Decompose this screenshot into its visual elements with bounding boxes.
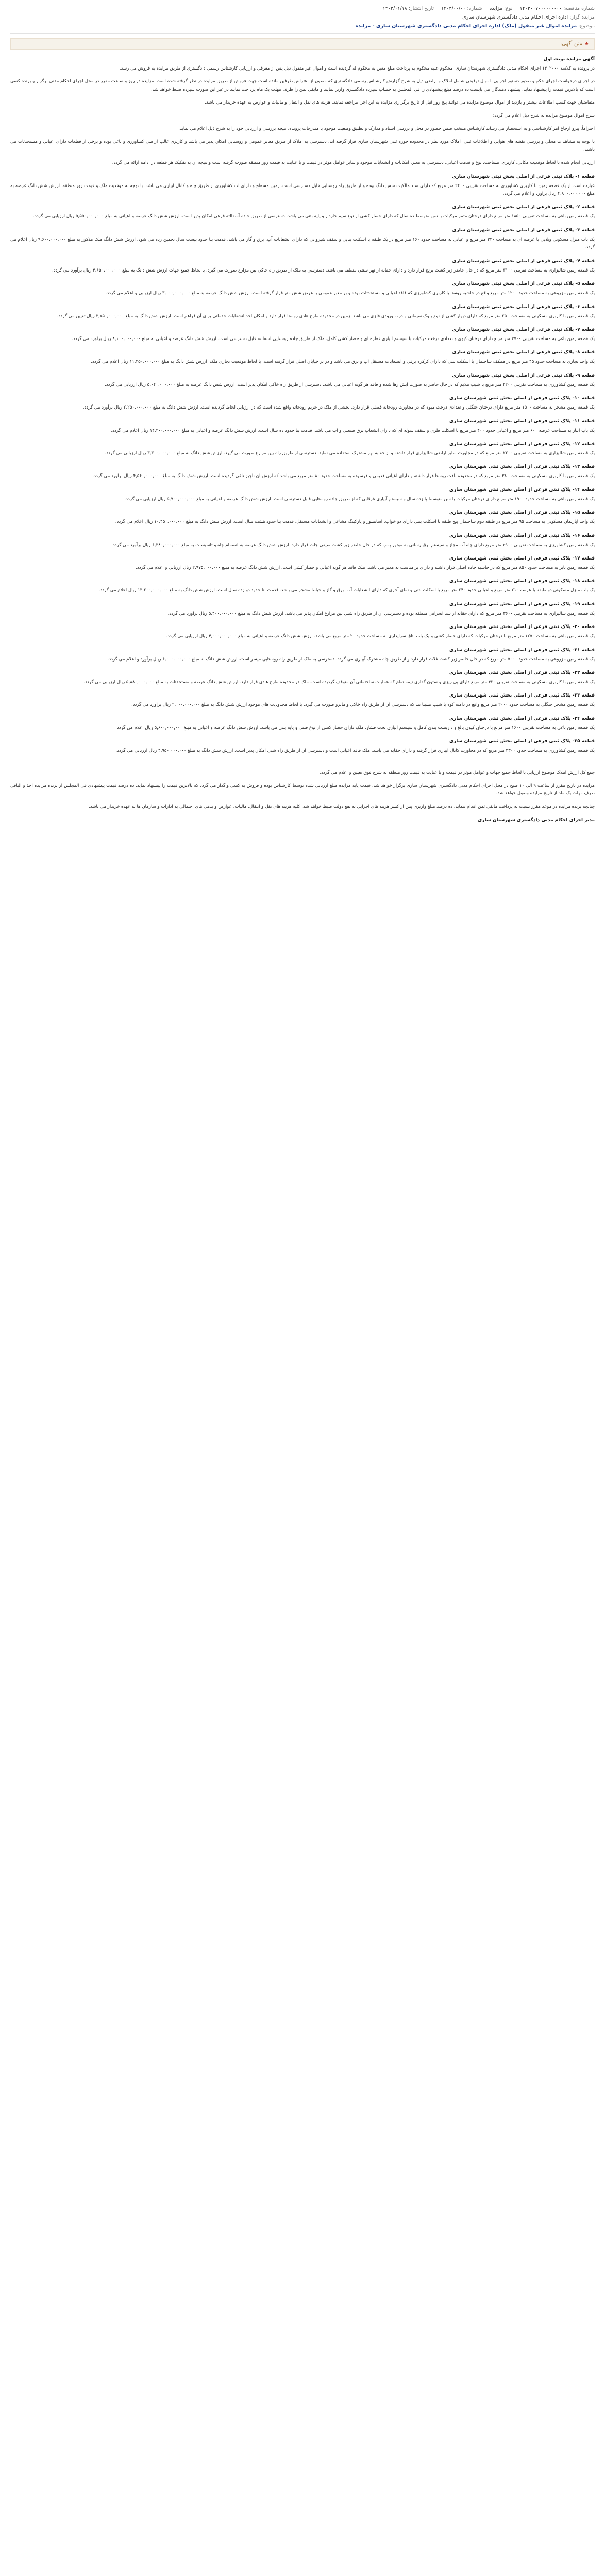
property-items — [10, 173, 595, 755]
property-item-text: یک قطعه زمین مشجر جنگلی به مساحت حدود ۲۰۰۰ متر مربع واقع در دامنه کوه با شیب نسبتا تند که دسترسی آن از طریق راه خاکی و مالرو صورت می گیرد. با لحاظ محدودیت های موجود ارزش شش دانگ به مبلغ ۲,۰۰۰,۰۰۰,۰۰۰ ریال برآورد می گردد. — [131, 702, 595, 708]
property-item-text: یک قطعه زمین مشجر به مساحت ۱۵۰۰ متر مربع دارای درختان جنگلی و تعدادی درخت میوه که در مجاورت رودخانه فصلی قرار دارد. بخشی از ملک در حریم رودخانه واقع شده است که در ارزیابی لحاظ گردیده است. ارزش شش دانگ به مبلغ ۲,۲۵۰,۰۰۰,۰۰۰ ریال برآورد می گردد. — [82, 405, 595, 411]
property-item — [10, 600, 595, 618]
meta-row — [10, 4, 595, 13]
property-item — [10, 509, 595, 526]
property-item — [10, 463, 595, 480]
paragraph: جمع کل ارزش املاک موضوع ارزیابی با لحاظ جمیع جهات و عوامل موثر در قیمت و با عنایت به قیمت روز منطقه به شرح فوق تعیین و اعلام می گردد. — [320, 770, 595, 775]
property-item-text: یک قطعه زمین باغی به مساحت تقریبی ۲۷۰۰ متر مربع دارای درختان کیوی و تعدادی درخت مرکبات با سیستم آبیاری قطره ای و حصار کشی کامل. ملک از طریق جاده روستایی آسفالته قابل دسترسی است. ارزش شش دانگ عرصه و اعیانی به مبلغ ۸,۱۰۰,۰۰۰,۰۰۰ ریال برآورد می گردد. — [72, 336, 595, 342]
property-item-text: یک واحد تجاری به مساحت حدود ۴۵ متر مربع در همکف ساختمان با اسکلت بتنی که دارای کرکره برقی و انشعابات مستقل آب و برق می باشد و در بر خیابان اصلی قرار گرفته است. با لحاظ موقعیت تجاری ملک، ارزش شش دانگ به مبلغ ۱۱,۲۵۰,۰۰۰,۰۰۰ ریال اعلام می گردد. — [91, 359, 595, 365]
property-item-text: یک قطعه زمین با کاربری مسکونی به مساحت ۲۵۰ متر مربع که دارای دیوار کشی از نوع بلوک سیمانی و درب ورودی فلزی می باشد. زمین در محدوده طرح هادی روستا قرار دارد و امکان اخذ انشعابات خدماتی برای آن فراهم است. ارزش شش دانگ به مبلغ ۳,۷۵۰,۰۰۰,۰۰۰ ریال تعیین می گردد. — [57, 313, 595, 319]
property-item-text: یک قطعه زمین با کاربری مسکونی به مساحت ۳۸۰ متر مربع که در محدوده بافت روستا قرار داشته و دارای اعیانی قدیمی و فرسوده به مساحت حدود ۸۰ متر مربع می باشد که ارزش آن ناچیز تلقی گردیده است. ارزش شش دانگ به مبلغ ۴,۵۶۰,۰۰۰,۰۰۰ ریال برآورد می گردد. — [92, 473, 595, 479]
property-item-title: قطعه ۸- پلاک ثبتی فرعی از اصلی بخش ثبتی شهرستان ساری — [452, 350, 595, 355]
expert-report — [10, 125, 595, 167]
property-item-title: قطعه ۳- پلاک ثبتی فرعی از اصلی بخش ثبتی شهرستان ساری — [452, 227, 595, 233]
meta-field: تاریخ انتشار: ۱۴۰۳/۰۱/۱۸ — [382, 6, 434, 11]
property-item-title: قطعه ۲- پلاک ثبتی فرعی از اصلی بخش ثبتی شهرستان ساری — [452, 205, 595, 210]
meta-field: نوع: مزایده — [489, 6, 513, 11]
property-item-title: قطعه ۱۶- پلاک ثبتی فرعی از اصلی بخش ثبتی شهرستان ساری — [449, 533, 595, 538]
property-item — [10, 348, 595, 366]
property-item-text: یک قطعه زمین باغی به مساحت ۱۲۵۰ متر مربع با درختان مرکبات که دارای حصار کشی و یک باب اتاق سرایداری به مساحت حدود ۲۰ متر مربع می باشد. ارزش شش دانگ عرصه و اعیانی به مبلغ ۴,۰۰۰,۰۰۰,۰۰۰ ریال ارزیابی می گردد. — [166, 634, 595, 639]
property-item-text: یک قطعه زمین بایر به مساحت حدود ۸۵۰ متر مربع که در حاشیه جاده اصلی قرار داشته و دارای بر مناسب به معبر می باشد. ملک فاقد هر گونه اعیانی و حصار کشی است. ارزش شش دانگ عرصه به مبلغ ۲,۹۷۵,۰۰۰,۰۰۰ ریال ارزیابی و اعلام می گردد. — [136, 565, 595, 570]
property-item-title: قطعه ۷- پلاک ثبتی فرعی از اصلی بخش ثبتی شهرستان ساری — [452, 327, 595, 332]
property-item-title: قطعه ۱۲- پلاک ثبتی فرعی از اصلی بخش ثبتی شهرستان ساری — [449, 441, 595, 447]
paragraph: شرح اموال موضوع مزایده به شرح ذیل اعلام می گردد: — [493, 113, 595, 118]
property-item-title: قطعه ۱۵- پلاک ثبتی فرعی از اصلی بخش ثبتی شهرستان ساری — [449, 510, 595, 516]
signature: مدیر اجرای احکام مدنی دادگستری شهرستان ساری — [478, 818, 595, 823]
meta-field: موضوع: مزایده اموال غیر منقول (ملک) اداره اجرای احکام مدنی دادگستری شهرستان ساری - مزایده — [355, 23, 595, 29]
paragraph: چنانچه برنده مزایده در موعد مقرر نسبت به پرداخت مابقی ثمن اقدام ننماید، ده درصد مبلغ واریزی پس از کسر هزینه های اجرایی به نفع دولت ضبط خواهد شد. کلیه هزینه های نقل و انتقال، مالیات، عوارض و بدهی های احتمالی به ادارات و سازمان ها به عهده خریدار می باشد. — [89, 804, 595, 809]
paragraph: در پرونده به کلاسه ۱۴۰۲۰۰۰ اجرای احکام مدنی دادگستری شهرستان ساری، محکوم علیه محکوم به پرداخت مبلغ معین به محکوم له گردیده است و اموال غیر منقول ذیل پس از معرفی و ارزیابی کارشناس رسمی دادگستری از طریق مزایده به فروش می رسد. — [119, 66, 595, 71]
property-item-title: قطعه ۱۹- پلاک ثبتی فرعی از اصلی بخش ثبتی شهرستان ساری — [449, 601, 595, 607]
tender-subject[interactable]: مزایده اموال غیر منقول (ملک) اداره اجرای احکام مدنی دادگستری شهرستان ساری - مزایده — [355, 23, 577, 29]
property-item-text: یک قطعه زمین کشاورزی به مساحت تقریبی ۲۹۰۰ متر مربع دارای چاه آب مجاز و سیستم برق رسانی به موتور پمپ که در حال حاضر زیر کشت صیفی جات قرار دارد. ارزش شش دانگ عرصه به انضمام چاه و تاسیسات به مبلغ ۶,۳۸۰,۰۰۰,۰۰۰ ریال برآورد می گردد. — [111, 542, 595, 548]
property-item — [10, 623, 595, 640]
meta-field: مزایده گزار: اداره اجرای احکام مدنی دادگستری شهرستان ساری — [462, 14, 595, 20]
property-item — [10, 554, 595, 572]
property-item — [10, 303, 595, 320]
property-item-title: قطعه ۵- پلاک ثبتی فرعی از اصلی بخش ثبتی شهرستان ساری — [452, 281, 595, 287]
property-item-text: یک قطعه زمین مزروعی به مساحت حدود ۱۲۰۰ متر مربع واقع در حاشیه روستا با کاربری کشاورزی که فاقد اعیانی و مستحدثات بوده و بر معبر عمومی با عرض شش متر قرار گرفته است. ارزش شش دانگ عرصه به مبلغ ۳,۰۰۰,۰۰۰,۰۰۰ ریال ارزیابی و اعلام می گردد. — [105, 291, 595, 296]
property-item — [10, 226, 595, 252]
property-item-title: قطعه ۴- پلاک ثبتی فرعی از اصلی بخش ثبتی شهرستان ساری — [452, 258, 595, 264]
ad-heading: آگهی مزایده نوبت اول — [543, 57, 595, 62]
property-item-text: یک قطعه زمین کشاورزی به مساحت حدود ۳۳۰۰ متر مربع که در مجاورت کانال آبیاری قرار گرفته و دارای حقابه می باشد. ملک فاقد اعیانی است و دسترسی آن از طریق راه شنی امکان پذیر است. ارزش شش دانگ به مبلغ ۴,۹۵۰,۰۰۰,۰۰۰ ریال ارزیابی می گردد. — [115, 748, 595, 754]
paragraph: ارزیابی انجام شده با لحاظ موقعیت مکانی، کاربری، مساحت، نوع و قدمت اعیانی، دسترسی به معبر، امکانات و انشعابات موجود و سایر عوامل موثر در قیمت و با عنایت به قیمت روز منطقه صورت گرفته است و نتیجه آن به تفکیک هر قطعه در ادامه ارائه می گردد. — [112, 160, 595, 166]
property-item — [10, 417, 595, 435]
meta-field: شماره: ۱۴۰۳/۰۰/۰۰ — [441, 6, 482, 11]
notice-label: متن آگهی: — [560, 41, 583, 47]
meta-field: شماره مناقصه: ۱۴۰۳۰۰۷۰۰۰۰۰۰۰۰۰ — [519, 6, 595, 11]
property-item — [10, 669, 595, 686]
property-item — [10, 577, 595, 595]
property-item-text: یک واحد آپارتمان مسکونی به مساحت ۹۵ متر مربع در طبقه دوم ساختمان پنج طبقه با اسکلت بتنی دارای دو خواب، آسانسور و پارکینگ مشاعی و انشعابات مستقل. قدمت بنا حدود هشت سال است. ارزش شش دانگ به مبلغ ۱۰,۴۵۰,۰۰۰,۰۰۰ ریال اعلام می گردد. — [115, 519, 595, 525]
property-item — [10, 203, 595, 221]
intro-section — [10, 55, 595, 120]
property-item — [10, 173, 595, 198]
property-item-text: یک قطعه زمین مزروعی به مساحت حدود ۵۰۰۰ متر مربع که در حال حاضر زیر کشت غلات قرار دارد و از طریق چاه مشترک آبیاری می گردد. دسترسی به ملک از طریق راه روستایی میسر است. ارزش شش دانگ به مبلغ ۶,۰۰۰,۰۰۰,۰۰۰ ریال برآورد و اعلام می گردد. — [107, 656, 595, 662]
property-item-text: یک قطعه زمین با کاربری مسکونی به مساحت تقریبی ۴۲۰ متر مربع دارای پی ریزی و ستون گذاری نیمه تمام که عملیات ساختمانی آن متوقف گردیده است. ملک در محدوده طرح هادی قرار دارد. ارزش شش دانگ عرصه و مستحدثات به مبلغ ۵,۸۸۰,۰۰۰,۰۰۰ ریال ارزیابی می گردد. — [83, 680, 595, 685]
closing-section — [10, 765, 595, 825]
property-item-title: قطعه ۱۳- پلاک ثبتی فرعی از اصلی بخش ثبتی شهرستان ساری — [449, 464, 595, 470]
property-item — [10, 257, 595, 275]
property-item — [10, 646, 595, 664]
property-item-text: یک باب منزل مسکونی دو طبقه با عرصه ۲۱۰ متر مربع و اعیانی حدود ۲۴۰ متر مربع با اسکلت بتنی و نمای آجری که دارای انشعابات آب، برق و گاز و حیاط مشجر می باشد. قدمت بنا حدود دوازده سال است. ارزش شش دانگ به مبلغ ۱۳,۲۰۰,۰۰۰,۰۰۰ ریال اعلام می گردد. — [98, 588, 595, 594]
property-item-title: قطعه ۶- پلاک ثبتی فرعی از اصلی بخش ثبتی شهرستان ساری — [452, 304, 595, 310]
property-item-title: قطعه ۱- پلاک ثبتی فرعی از اصلی بخش ثبتی شهرستان ساری — [452, 174, 595, 179]
property-item-title: قطعه ۲۵- پلاک ثبتی فرعی از اصلی بخش ثبتی شهرستان ساری — [449, 739, 595, 744]
paragraph: با توجه به مشاهدات محلی و بررسی نقشه های هوایی و اطلاعات ثبتی، املاک مورد نظر در محدوده حوزه ثبتی شهرستان ساری قرار گرفته اند. دسترسی به املاک از طریق معابر عمومی و روستایی امکان پذیر می باشد و کاربری غالب اراضی کشاورزی و باغی بوده و برخی از قطعات دارای اعیانی و مستحدثات می باشند. — [10, 139, 595, 152]
paragraph: مزایده در تاریخ مقرر از ساعت ۹ الی ۱۰ صبح در محل اجرای احکام مدنی دادگستری شهرستان ساری برگزار خواهد شد. قیمت پایه مزایده مبلغ ارزیابی شده توسط کارشناس بوده و فروش به کسی واگذار می گردد که بالاترین قیمت را پیشنهاد نماید. ده درصد قیمت پیشنهادی فی المجلس از برنده مزایده اخذ و الباقی ظرف مهلت یک ماه از تاریخ مزایده وصول خواهد شد. — [10, 783, 595, 796]
property-item — [10, 737, 595, 755]
property-item — [10, 280, 595, 297]
meta-row — [10, 22, 595, 30]
property-item-text: یک قطعه زمین باغی به مساحت حدود ۱۹۰۰ متر مربع دارای درختان مرکبات با سن متوسط پانزده سال و سیستم آبیاری غرقابی که از طریق جاده روستایی قابل دسترسی است. ارزش شش دانگ عرصه و اعیانی به مبلغ ۵,۷۰۰,۰۰۰,۰۰۰ ریال ارزیابی می گردد. — [124, 496, 595, 502]
property-item-title: قطعه ۱۸- پلاک ثبتی فرعی از اصلی بخش ثبتی شهرستان ساری — [449, 579, 595, 584]
property-item-text: عبارت است از یک قطعه زمین با کاربری کشاورزی به مساحت تقریبی ۲۴۰۰ متر مربع که دارای سند مالکیت شش دانگ بوده و از طریق راه روستایی قابل دسترسی است. زمین مسطح و دارای آب کشاورزی از طریق چاه و کانال آبیاری می باشد. با توجه به موقعیت ملک و قیمت روز منطقه، ارزش شش دانگ عرصه به مبلغ ۴,۸۰۰,۰۰۰,۰۰۰ ریال برآورد و اعلام می گردد. — [10, 183, 595, 197]
property-item-title: قطعه ۲۲- پلاک ثبتی فرعی از اصلی بخش ثبتی شهرستان ساری — [449, 670, 595, 675]
property-item-text: یک قطعه زمین شالیزاری به مساحت تقریبی ۳۶۰۰ متر مربع که دارای حقابه از سد انحرافی منطقه بوده و دسترسی آن از طریق راه شنی بین مزارع امکان پذیر می باشد. ارزش شش دانگ به مبلغ ۵,۴۰۰,۰۰۰,۰۰۰ ریال برآورد می گردد. — [167, 611, 595, 616]
property-item-text: یک باب انبار به مساحت عرصه ۶۰۰ متر مربع و اعیانی حدود ۴۰۰ متر مربع با اسکلت فلزی و سقف سوله ای که دارای انشعاب برق صنعتی و آب می باشد. قدمت بنا حدود ده سال است. ارزش شش دانگ عرصه و اعیانی به مبلغ ۱۴,۴۰۰,۰۰۰,۰۰۰ ریال اعلام می گردد. — [111, 428, 595, 433]
property-item-title: قطعه ۱۱- پلاک ثبتی فرعی از اصلی بخش ثبتی شهرستان ساری — [449, 418, 595, 424]
property-item — [10, 532, 595, 549]
star-icon: ★ — [584, 41, 589, 47]
property-item-text: یک قطعه زمین باغی به مساحت تقریبی ۱۸۵۰ متر مربع دارای درختان مثمر مرکبات با سن متوسط ده سال که دارای حصار کشی از نوع سیم خاردار و پایه بتنی می باشد. دسترسی از طریق جاده آسفالته فرعی امکان پذیر است. ارزش شش دانگ عرصه و اعیانی به مبلغ ۵,۵۵۰,۰۰۰,۰۰۰ ریال ارزیابی می گردد. — [33, 214, 595, 219]
property-item-text: یک باب منزل مسکونی ویلایی با عرصه ای به مساحت ۳۲۰ متر مربع و اعیانی به مساحت حدود ۱۶۰ متر مربع در یک طبقه با اسکلت بنایی و سقف شیروانی که دارای انشعابات آب، برق و گاز می باشد. قدمت بنا حدود بیست سال تخمین زده می شود. ارزش شش دانگ ملک مذکور به مبلغ ۹,۶۰۰,۰۰۰,۰۰۰ ریال اعلام می گردد. — [10, 236, 595, 250]
expert-header: احتراماً، پیرو ارجاع امر کارشناسی و به استحضار می رساند کارشناس منتخب ضمن حضور در محل و بررسی اسناد و مدارک و تطبیق وضعیت موجود با مندرجات پرونده، نتیجه بررسی و ارزیابی خود را به شرح ذیل اعلام می نماید. — [178, 126, 595, 132]
property-item-title: قطعه ۱۴- پلاک ثبتی فرعی از اصلی بخش ثبتی شهرستان ساری — [449, 487, 595, 493]
paragraph: متقاضیان جهت کسب اطلاعات بیشتر و بازدید از اموال موضوع مزایده می توانند پنج روز قبل از تاریخ برگزاری مزایده به این اجرا مراجعه نمایند. هزینه های نقل و انتقال و مالیات و عوارض به عهده خریدار می باشد. — [205, 100, 595, 106]
property-item-title: قطعه ۹- پلاک ثبتی فرعی از اصلی بخش ثبتی شهرستان ساری — [452, 372, 595, 378]
tender-meta — [10, 4, 595, 34]
property-item-text: یک قطعه زمین کشاورزی به مساحت تقریبی ۴۲۰۰ متر مربع با شیب ملایم که در حال حاضر به صورت آیش رها شده و فاقد هر گونه اعیانی می باشد. دسترسی از طریق راه خاکی امکان پذیر است. ارزش شش دانگ عرصه به مبلغ ۵,۰۴۰,۰۰۰,۰۰۰ ریال ارزیابی می گردد. — [105, 382, 595, 387]
notice-bar — [10, 38, 595, 50]
meta-row — [10, 13, 595, 22]
property-item — [10, 440, 595, 457]
property-item-title: قطعه ۲۱- پلاک ثبتی فرعی از اصلی بخش ثبتی شهرستان ساری — [449, 647, 595, 653]
property-item-text: یک قطعه زمین شالیزاری به مساحت تقریبی ۳۱۰۰ متر مربع که در حال حاضر زیر کشت برنج قرار دارد و دارای حقابه از نهر سنتی منطقه می باشد. دسترسی به ملک از طریق راه خاکی بین مزارع صورت می گیرد. با لحاظ جمیع جهات ارزش شش دانگ به مبلغ ۴,۶۵۰,۰۰۰,۰۰۰ ریال برآورد می گردد. — [52, 267, 595, 273]
property-item-title: قطعه ۲۴- پلاک ثبتی فرعی از اصلی بخش ثبتی شهرستان ساری — [449, 716, 595, 721]
property-item — [10, 371, 595, 389]
property-item-title: قطعه ۲۳- پلاک ثبتی فرعی از اصلی بخش ثبتی شهرستان ساری — [449, 693, 595, 699]
property-item-title: قطعه ۱۷- پلاک ثبتی فرعی از اصلی بخش ثبتی شهرستان ساری — [449, 555, 595, 561]
property-item — [10, 326, 595, 343]
paragraph: در اجرای درخواست اجرای حکم و صدور دستور اجرایی، اموال توقیفی شامل املاک و اراضی ذیل به شرح گزارش کارشناس رسمی دادگستری که مصون از اعتراض طرفین مانده است جهت فروش از طریق مزایده در نظر گرفته شده است. مزایده در روز و ساعت مقرر در محل اجرای احکام مدنی برگزار و برنده کسی است که بالاترین قیمت را پیشنهاد نماید. پیشنهاد دهندگان می بایست ده درصد مبلغ پیشنهادی را فی المجلس به حساب سپرده دادگستری واریز نمایند و مابقی ثمن را ظرف مهلت یک ماه پرداخت نمایند در غیر این صورت سپرده ضبط خواهد شد. — [10, 79, 595, 92]
property-item — [10, 691, 595, 709]
property-item — [10, 394, 595, 412]
property-item — [10, 715, 595, 732]
property-item — [10, 486, 595, 503]
property-item-text: یک قطعه زمین باغی به مساحت تقریبی ۱۶۰۰ متر مربع با درختان کیوی بالغ و داربست بندی کامل و سیستم آبیاری تحت فشار. ملک دارای حصار کشی از نوع فنس و پایه بتنی می باشد. ارزش شش دانگ عرصه و اعیانی به مبلغ ۵,۶۰۰,۰۰۰,۰۰۰ ریال اعلام می گردد. — [115, 725, 595, 731]
property-item-text: یک قطعه زمین شالیزاری به مساحت تقریبی ۲۲۰۰ متر مربع که در مجاورت سایر اراضی شالیزاری قرار داشته و از حقابه نهر مشترک استفاده می نماید. دسترسی از طریق راه بین مزارع صورت می گیرد. ارزش شش دانگ به مبلغ ۳,۳۰۰,۰۰۰,۰۰۰ ریال ارزیابی می گردد. — [105, 450, 595, 456]
property-item-title: قطعه ۲۰- پلاک ثبتی فرعی از اصلی بخش ثبتی شهرستان ساری — [449, 624, 595, 630]
property-item-title: قطعه ۱۰- پلاک ثبتی فرعی از اصلی بخش ثبتی شهرستان ساری — [449, 396, 595, 401]
